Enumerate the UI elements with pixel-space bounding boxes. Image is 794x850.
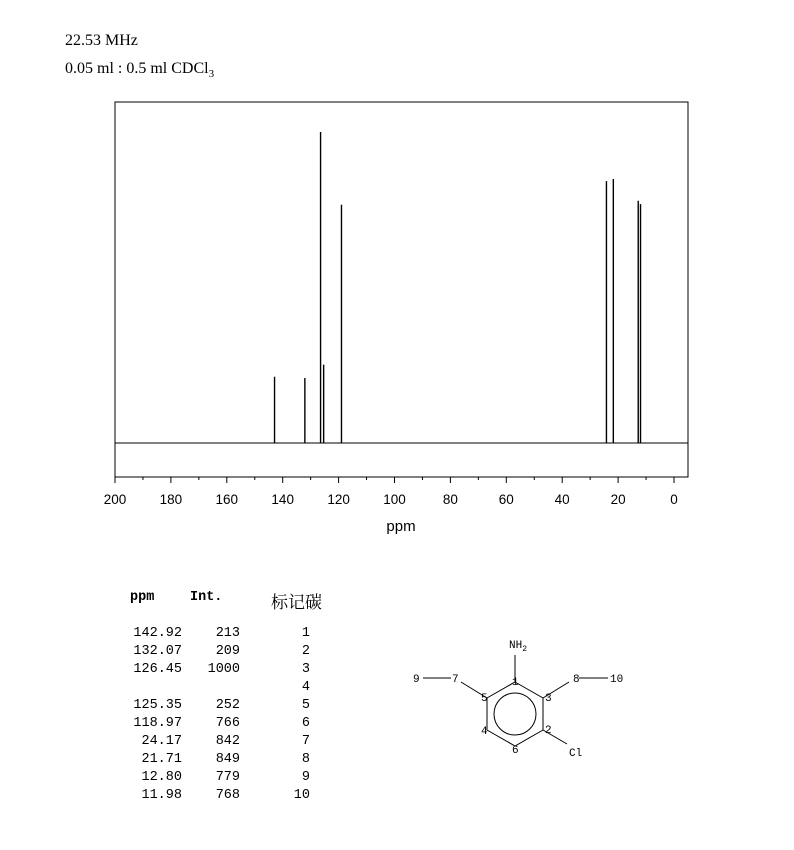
table-cell-ppm: 24.17 xyxy=(141,734,182,749)
table-cell-int: 209 xyxy=(215,644,240,659)
molecule-structure xyxy=(395,630,655,760)
x-tick-label-200: 200 xyxy=(103,492,127,507)
table-cell-ppm: 125.35 xyxy=(133,698,182,713)
atom-2: 2 xyxy=(545,725,552,737)
x-tick-label-0: 0 xyxy=(670,492,678,507)
table-cell-int: 213 xyxy=(215,626,240,641)
table-cell-ppm: 118.97 xyxy=(133,716,182,731)
atom-4: 4 xyxy=(481,726,488,738)
table-cell-int: 842 xyxy=(215,734,240,749)
aromatic-circle xyxy=(494,693,536,735)
cl-label: Cl xyxy=(569,748,583,760)
sample-subscript: 3 xyxy=(208,68,215,81)
atom-7: 7 xyxy=(452,674,459,686)
atom-6: 6 xyxy=(512,745,519,757)
x-tick-label-160: 160 xyxy=(215,492,239,507)
table-cell-assign: 7 xyxy=(301,734,310,749)
table-cell-int: 779 xyxy=(215,770,240,785)
table-header-intensity: Int. xyxy=(190,590,223,605)
sample-text: 0.05 ml : 0.5 ml CDCl xyxy=(65,60,209,77)
table-cell-int: 1000 xyxy=(207,662,240,677)
table-cell-assign: 9 xyxy=(301,770,310,785)
x-axis-ticks xyxy=(104,477,678,507)
table-cell-ppm: 126.45 xyxy=(133,662,182,677)
plot-frame xyxy=(115,102,688,477)
table-cell-int: 766 xyxy=(215,716,240,731)
table-cell-assign: 8 xyxy=(301,752,310,767)
x-tick-label-120: 120 xyxy=(327,492,350,507)
atom-1: 1 xyxy=(512,677,519,689)
x-tick-label-80: 80 xyxy=(442,492,458,507)
table-cell-ppm: 132.07 xyxy=(133,644,182,659)
atom-5: 5 xyxy=(481,693,488,705)
table-cell-int: 252 xyxy=(215,698,240,713)
x-tick-label-100: 100 xyxy=(383,492,406,507)
table-cell-assign: 4 xyxy=(301,680,310,695)
x-axis-label: ppm xyxy=(386,518,416,535)
table-cell-assign: 5 xyxy=(301,698,310,713)
table-cell-assign: 3 xyxy=(301,662,310,677)
table-cell-ppm: 21.71 xyxy=(141,752,182,767)
table-cell-int: 768 xyxy=(215,788,240,803)
table-cell-ppm: 142.92 xyxy=(133,626,182,641)
table-cell-assign: 10 xyxy=(293,788,310,803)
x-tick-label-60: 60 xyxy=(498,492,514,507)
spectrometer-frequency: 22.53 MHz xyxy=(65,32,138,49)
table-header-assignment: 标记碳 xyxy=(271,593,322,613)
atom-9: 9 xyxy=(413,674,420,686)
table-cell-int: 849 xyxy=(215,752,240,767)
atom-3: 3 xyxy=(545,693,552,705)
nh2-label: $NH_2$ xyxy=(509,640,528,654)
table-cell-ppm: 12.80 xyxy=(141,770,182,785)
table-cell-assign: 6 xyxy=(301,716,310,731)
atom-10: 10 xyxy=(610,674,624,686)
table-cell-assign: 1 xyxy=(301,626,310,641)
x-tick-label-20: 20 xyxy=(610,492,626,507)
table-header-ppm: ppm xyxy=(130,590,155,605)
atom-8: 8 xyxy=(573,674,580,686)
peaks-group xyxy=(275,132,641,443)
table-cell-ppm: 11.98 xyxy=(141,788,182,803)
x-tick-label-140: 140 xyxy=(271,492,294,507)
table-cell-assign: 2 xyxy=(301,644,310,659)
benzene-ring xyxy=(487,682,543,746)
x-tick-label-40: 40 xyxy=(554,492,570,507)
x-tick-label-180: 180 xyxy=(159,492,183,507)
